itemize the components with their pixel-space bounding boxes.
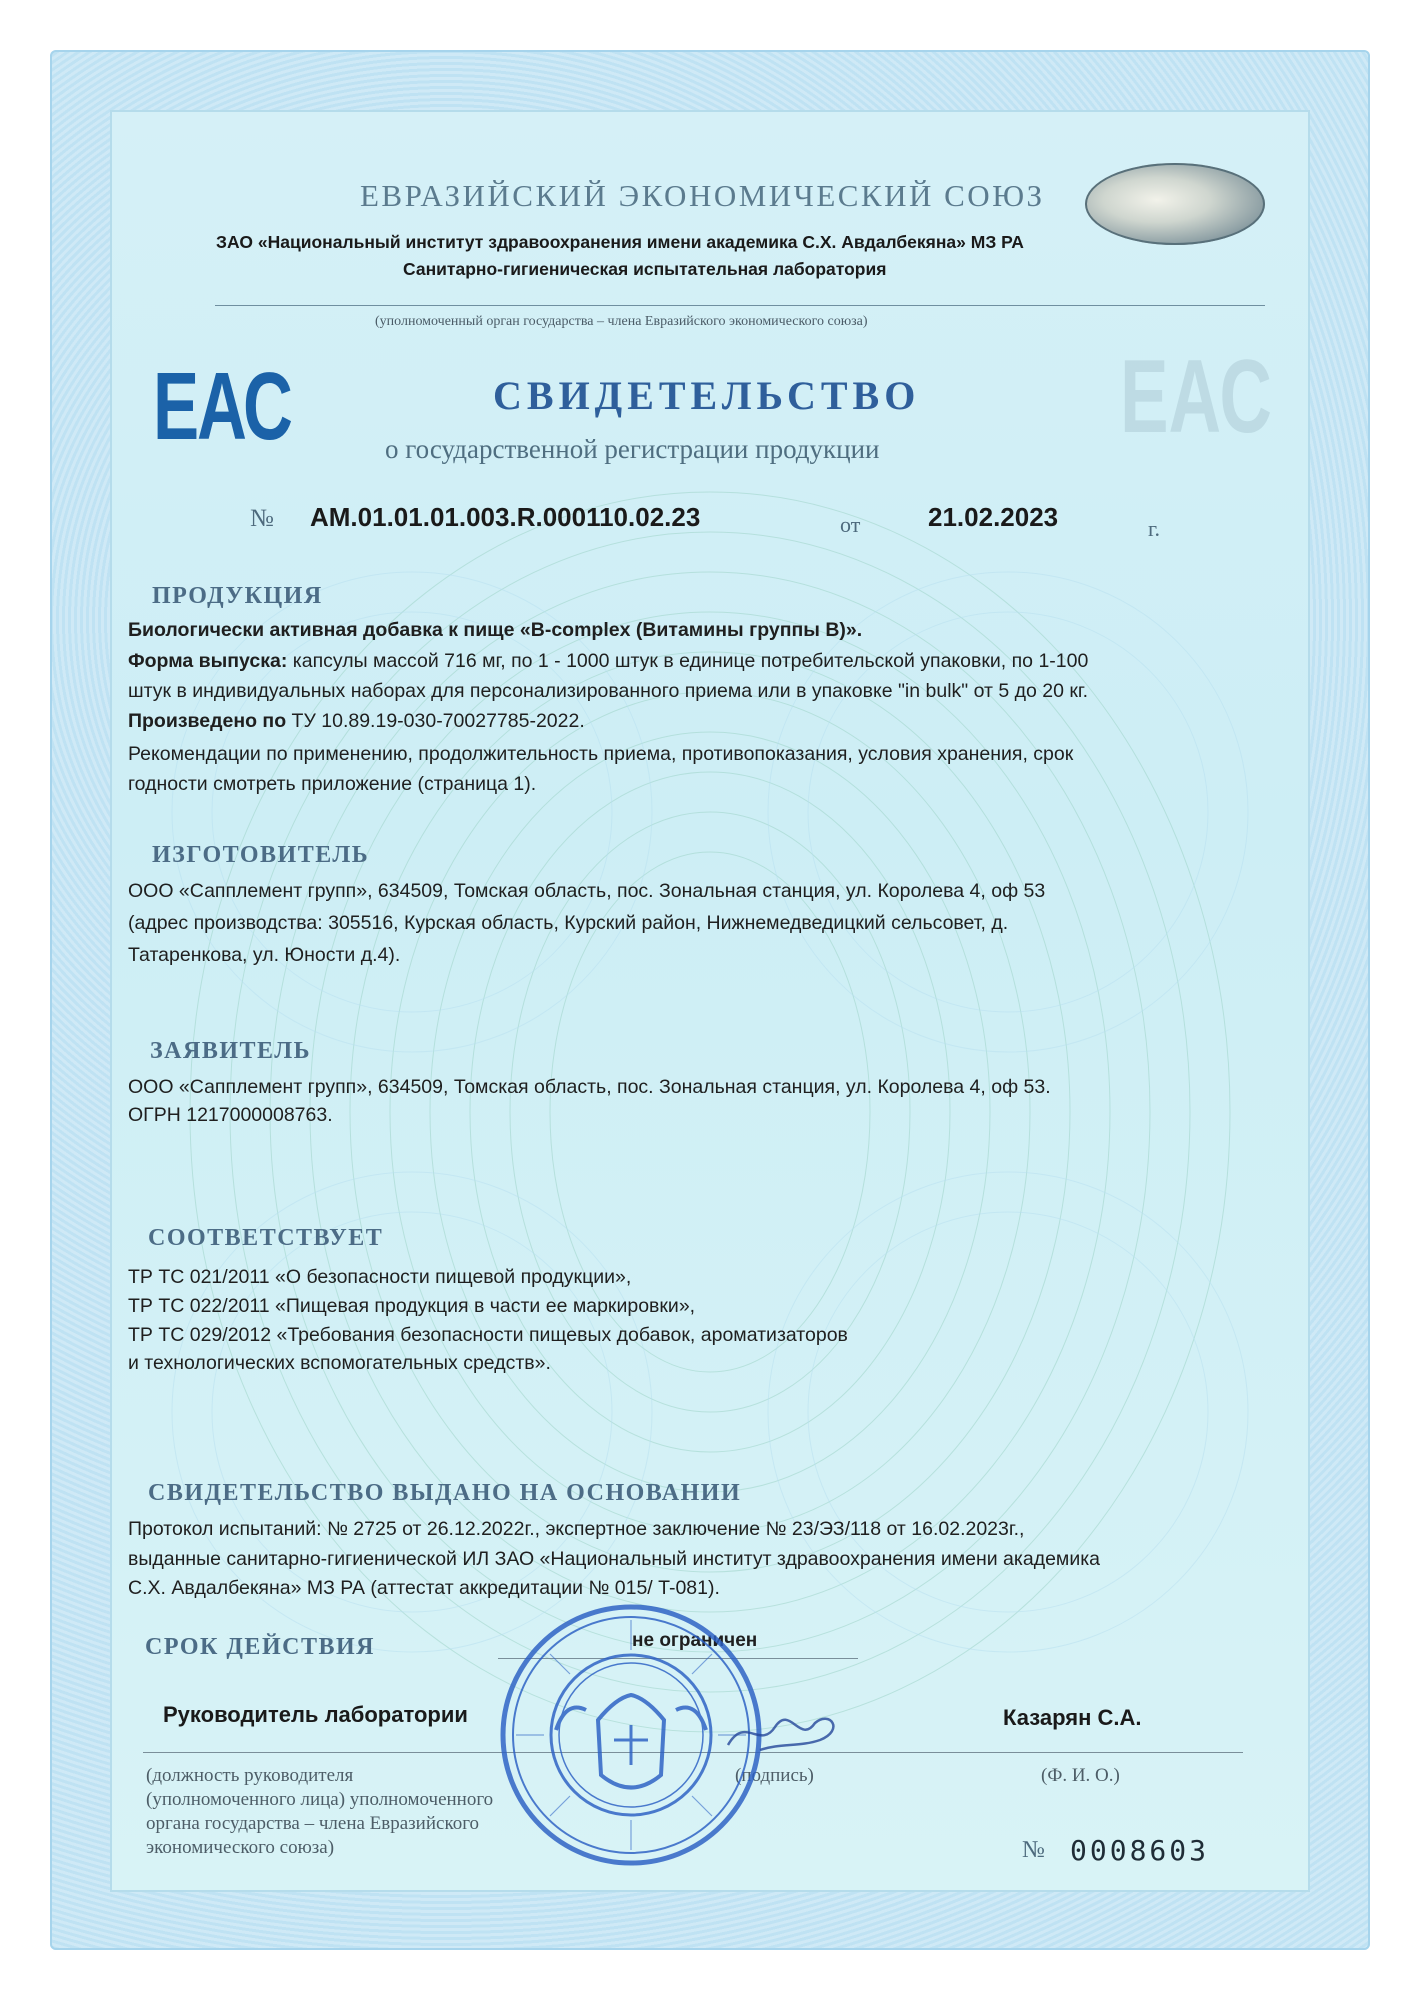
position-note-4: экономического союза) xyxy=(146,1837,335,1858)
produced-text: ТУ 10.89.19-030-70027785-2022. xyxy=(286,710,585,732)
form-serial-number: 0008603 xyxy=(1070,1834,1210,1867)
conformity-regulation-1: ТР ТС 021/2011 «О безопасности пищевой продукции», xyxy=(128,1266,632,1288)
hologram-seal xyxy=(1085,163,1265,245)
document-subtitle: о государственной регистрации продукции xyxy=(385,434,880,464)
conformity-regulation-3: ТР ТС 029/2012 «Требования безопасности пищевых добавок, ароматизаторов xyxy=(128,1324,848,1346)
validity-value: не ограничен xyxy=(632,1630,758,1651)
applicant-ogrn: ОГРН 1217000008763. xyxy=(128,1104,333,1126)
header-divider xyxy=(215,305,1265,306)
signatory-name: Казарян С.А. xyxy=(1003,1705,1142,1730)
basis-protocol: Протокол испытаний: № 2725 от 26.12.2022г., экспертное заключение № 23/ЭЗ/118 от 16.02.2023г., xyxy=(128,1518,1025,1540)
year-suffix: г. xyxy=(1148,516,1161,541)
document-title: СВИДЕТЕЛЬСТВО xyxy=(493,373,921,418)
product-produced xyxy=(128,710,585,733)
position-note-1: (должность руководителя xyxy=(146,1765,354,1786)
product-form-text: капсулы массой 716 мг, по 1 - 1000 штук в единице потребительской упаковки, по 1-100 xyxy=(287,650,1089,672)
manufacturer-production-address-cont: Татаренкова, ул. Юности д.4). xyxy=(128,944,401,966)
conformity-heading: СООТВЕТСТВУЕТ xyxy=(148,1225,384,1251)
union-name: ЕВРАЗИЙСКИЙ ЭКОНОМИЧЕСКИЙ СОЮЗ xyxy=(360,178,1045,213)
form-serial-label: № xyxy=(1022,1837,1045,1863)
signatory-role: Руководитель лаборатории xyxy=(163,1702,468,1727)
authority-note: (уполномоченный орган государства – члена Евразийского экономического союза) xyxy=(375,314,868,329)
applicant-heading: ЗАЯВИТЕЛЬ xyxy=(150,1038,311,1064)
fio-note: (Ф. И. О.) xyxy=(1041,1765,1120,1786)
conformity-regulation-2: ТР ТС 022/2011 «Пищевая продукция в части ее маркировки», xyxy=(128,1295,696,1317)
registration-date: 21.02.2023 xyxy=(928,502,1059,532)
product-form xyxy=(128,650,1088,673)
product-recommendations: Рекомендации по применению, продолжительность приема, противопоказания, условия хранения, срок xyxy=(128,743,1074,765)
position-note-3: органа государства – члена Евразийского xyxy=(146,1813,480,1834)
laboratory-name: Санитарно-гигиеническая испытательная лаборатория xyxy=(403,259,887,279)
eac-watermark: ЕАС xyxy=(1120,339,1272,455)
manufacturer-address: ООО «Сапплемент групп», 634509, Томская область, пос. Зональная станция, ул. Королева 4, оф 53 xyxy=(128,880,1046,902)
basis-issued-by: выданные санитарно-гигиенической ИЛ ЗАО «Национальный институт здравоохранения имени академика xyxy=(128,1548,1101,1570)
position-note-2: (уполномоченного лица) уполномоченного xyxy=(146,1789,494,1810)
basis-heading: СВИДЕТЕЛЬСТВО ВЫДАНО НА ОСНОВАНИИ xyxy=(148,1480,742,1506)
manufacturer-production-address: (адрес производства: 305516, Курская область, Курский район, Нижнемедведицкий сельсовет, д. xyxy=(128,912,1009,934)
product-recommendations-cont: годности смотреть приложение (страница 1). xyxy=(128,773,537,795)
registration-from-label: от xyxy=(840,512,861,537)
institute-name: ЗАО «Национальный институт здравоохранения имени академика С.Х. Авдалбекяна» МЗ РА xyxy=(216,232,1024,252)
product-heading: ПРОДУКЦИЯ xyxy=(152,583,323,609)
manufacturer-heading: ИЗГОТОВИТЕЛЬ xyxy=(152,842,370,868)
signature-note: (подпись) xyxy=(735,1765,814,1786)
eac-logo: ЕАС xyxy=(153,353,291,460)
signature-mark xyxy=(720,1705,850,1765)
basis-accreditation: С.Х. Авдалбекяна» МЗ РА (аттестат аккредитации № 015/ T-081). xyxy=(128,1577,720,1599)
validity-heading: СРОК ДЕЙСТВИЯ xyxy=(145,1634,375,1660)
registration-number-label: № xyxy=(250,505,274,532)
product-name: Биологически активная добавка к пище «B-complex (Витамины группы В)». xyxy=(128,619,863,641)
produced-label: Произведено по xyxy=(128,710,287,732)
applicant-address: ООО «Сапплемент групп», 634509, Томская область, пос. Зональная станция, ул. Королева 4, оф 53. xyxy=(128,1076,1051,1098)
product-form-cont: штук в индивидуальных наборах для персонализированного приема или в упаковке "in bulk" от 5 до 20 кг. xyxy=(128,680,1089,702)
conformity-regulation-3-cont: и технологических вспомогательных средств». xyxy=(128,1352,551,1374)
product-form-label: Форма выпуска: xyxy=(128,650,288,672)
registration-number: AM.01.01.01.003.R.000110.02.23 xyxy=(310,502,701,532)
